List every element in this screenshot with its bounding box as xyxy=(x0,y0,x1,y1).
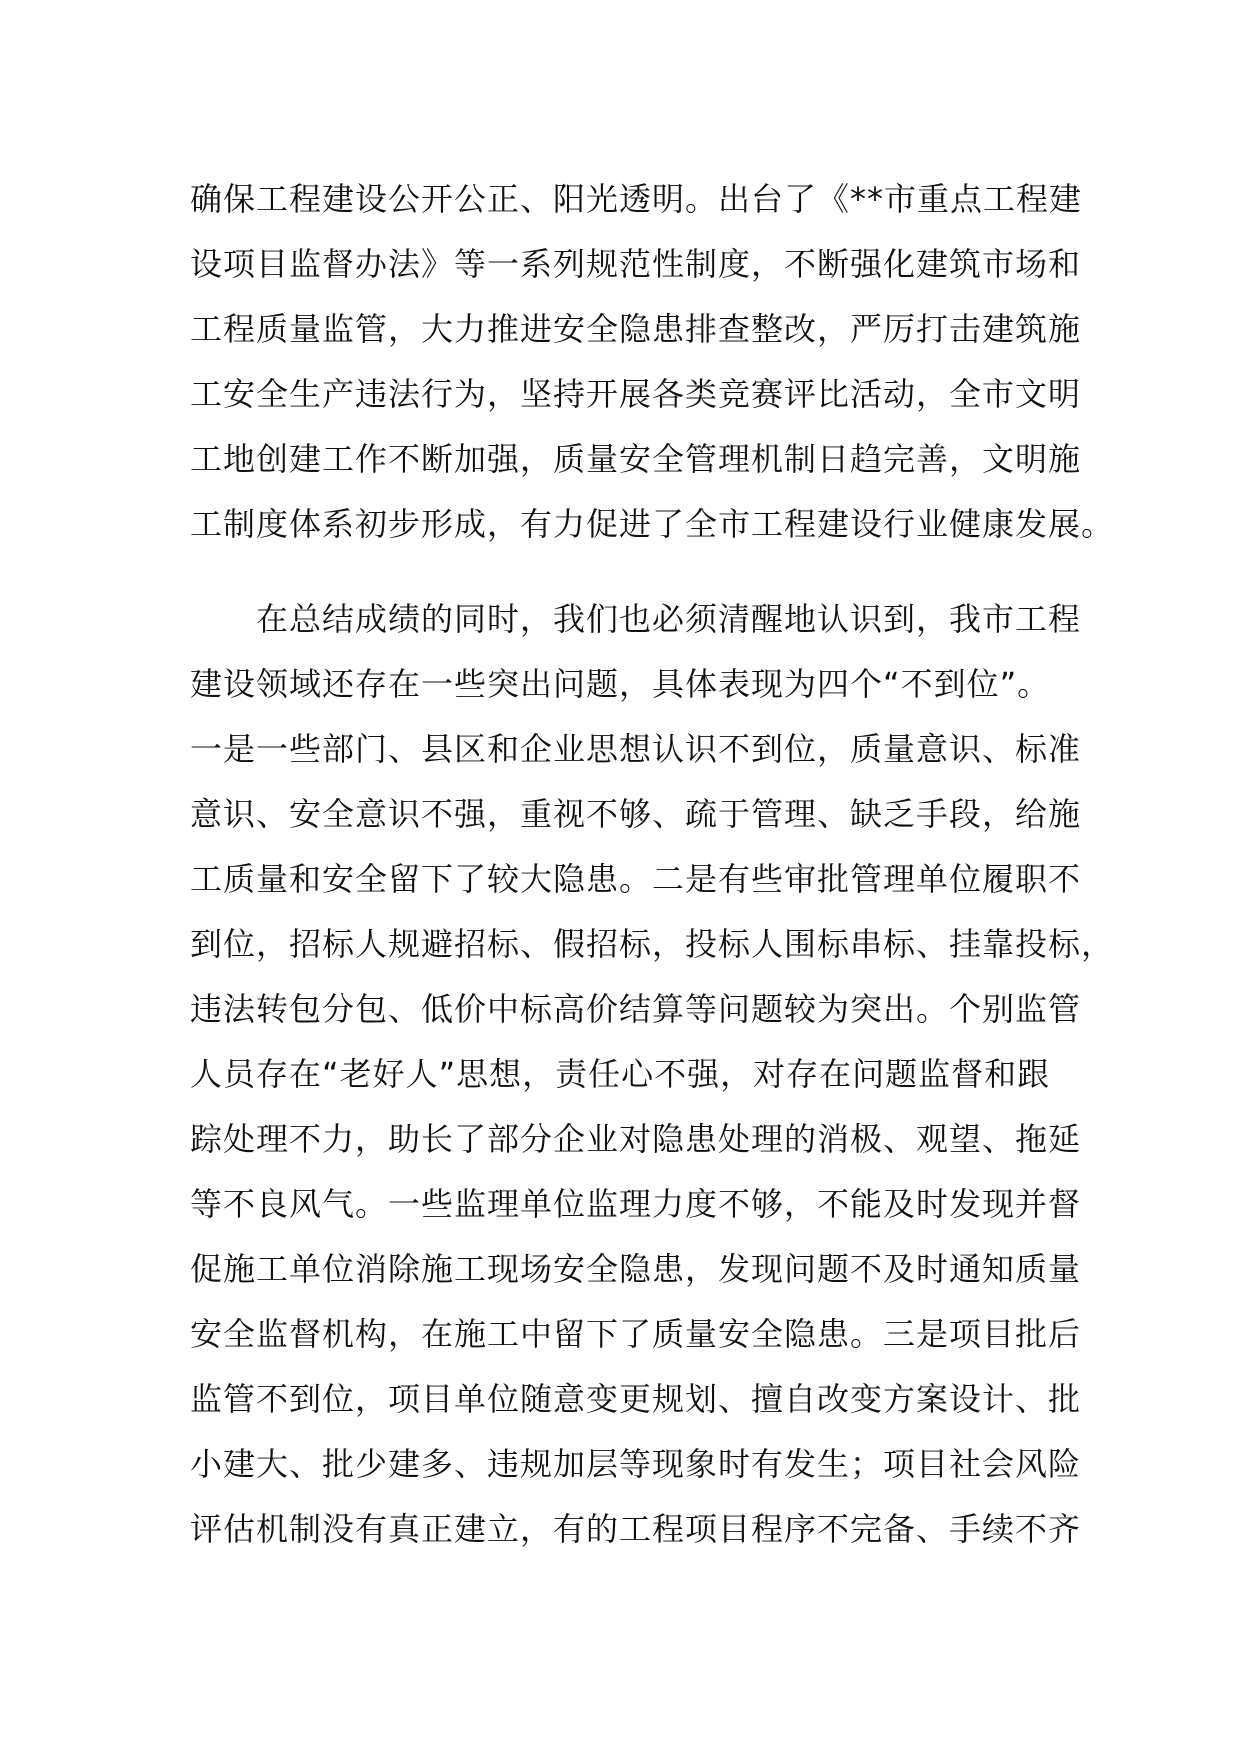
paragraph-line: 工安全生产违法行为，坚持开展各类竞赛评比活动，全市文明 xyxy=(190,375,1082,413)
paragraph-1 xyxy=(190,167,1115,557)
paragraph-line: 设项目监督办法》等一系列规范性制度，不断强化建筑市场和 xyxy=(190,245,1082,283)
paragraph-line: 在总结成绩的同时，我们也必须清醒地认识到，我市工程 xyxy=(190,600,1082,638)
paragraph-line: 工地创建工作不断加强，质量安全管理机制日趋完善，文明施 xyxy=(190,440,1082,478)
paragraph-line: 意识、安全意识不强，重视不够、疏于管理、缺乏手段，给施 xyxy=(190,795,1082,833)
paragraph-line: 小建大、批少建多、违规加层等现象时有发生；项目社会风险 xyxy=(190,1445,1082,1483)
paragraph-line: 踪处理不力，助长了部分企业对隐患处理的消极、观望、拖延 xyxy=(190,1120,1082,1158)
paragraph-line: 安全监督机构，在施工中留下了质量安全隐患。三是项目批后 xyxy=(190,1315,1082,1353)
paragraph-line: 人员存在“老好人”思想，责任心不强，对存在问题监督和跟 xyxy=(190,1055,1051,1093)
paragraph-line: 等不良风气。一些监理单位监理力度不够，不能及时发现并督 xyxy=(190,1185,1082,1223)
paragraph-line: 工制度体系初步形成，有力促进了全市工程建设行业健康发展。 xyxy=(190,505,1115,543)
paragraph-line: 一是一些部门、县区和企业思想认识不到位，质量意识、标准 xyxy=(190,730,1082,768)
paragraph-2 xyxy=(190,587,1115,1562)
paragraph-line: 建设领域还存在一些突出问题，具体表现为四个“不到位”。 xyxy=(190,665,1051,703)
paragraph-line: 工质量和安全留下了较大隐患。二是有些审批管理单位履职不 xyxy=(190,860,1082,898)
paragraph-line: 确保工程建设公开公正、阳光透明。出台了《**市重点工程建 xyxy=(190,180,1083,218)
paragraph-line: 促施工单位消除施工现场安全隐患，发现问题不及时通知质量 xyxy=(190,1250,1082,1288)
paragraph-line: 到位，招标人规避招标、假招标，投标人围标串标、挂靠投标， xyxy=(190,925,1115,963)
paragraph-line: 评估机制没有真正建立，有的工程项目程序不完备、手续不齐 xyxy=(190,1510,1082,1548)
paragraph-line: 工程质量监管，大力推进安全隐患排查整改，严厉打击建筑施 xyxy=(190,310,1082,348)
paragraph-line: 监管不到位，项目单位随意变更规划、擅自改变方案设计、批 xyxy=(190,1380,1082,1418)
paragraph-line: 违法转包分包、低价中标高价结算等问题较为突出。个别监管 xyxy=(190,990,1082,1028)
